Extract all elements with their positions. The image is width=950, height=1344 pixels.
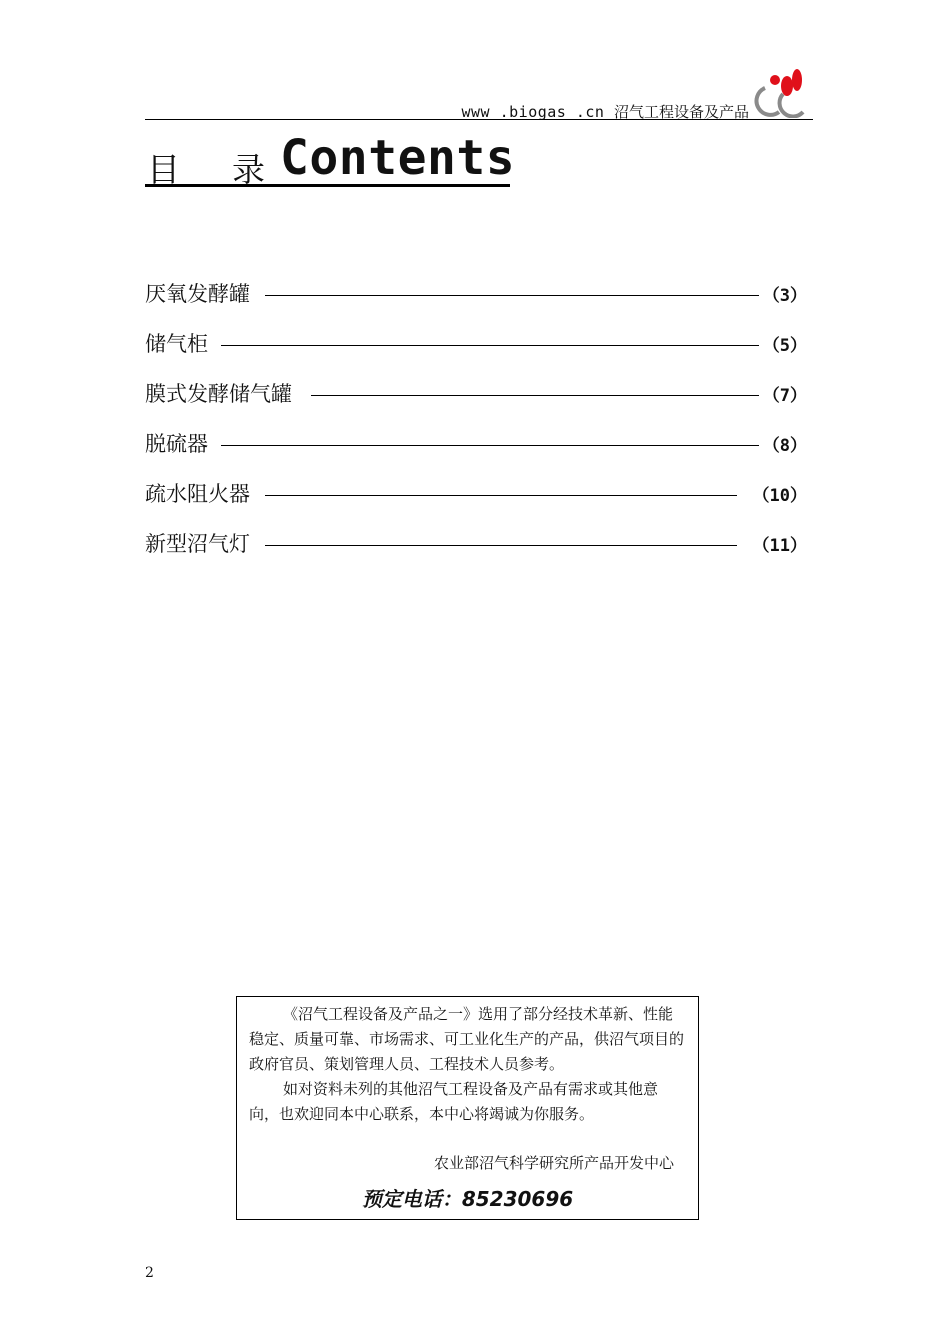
title-english: Contents	[280, 130, 516, 186]
toc-item-label: 厌氧发酵罐	[145, 278, 260, 308]
toc-leader-line	[265, 295, 759, 296]
notice-signature: 农业部沼气科学研究所产品开发中心	[433, 1154, 674, 1172]
header-divider	[145, 119, 813, 120]
toc-item-page: （5）	[762, 336, 807, 356]
toc-leader-line	[311, 395, 759, 396]
notice-box	[236, 996, 699, 1220]
toc-item-label: 疏水阻火器	[145, 478, 260, 508]
booking-phone: 预定电话：85230696	[361, 1187, 574, 1211]
toc-leader-line	[221, 445, 759, 446]
toc-item-page: （11）	[752, 536, 807, 556]
page-number: 2	[145, 1265, 154, 1281]
page-header	[145, 60, 813, 120]
toc-item-page: （7）	[762, 386, 807, 406]
toc-item[interactable]	[145, 278, 807, 328]
page-title	[145, 128, 516, 189]
biogas-logo-icon	[745, 64, 805, 118]
toc-item-page: （10）	[752, 486, 807, 506]
toc-item[interactable]	[145, 478, 807, 528]
toc-leader-line	[265, 545, 737, 546]
toc-item[interactable]	[145, 328, 807, 378]
notice-paragraph: 《沼气工程设备及产品之一》选用了部分经技术革新、性能稳定、质量可靠、市场需求、可工业化生产的产品，供沼气项目的政府官员、策划管理人员、工程技术人员参考。	[249, 1005, 685, 1073]
toc-item-label: 新型沼气灯	[145, 528, 260, 558]
toc-item-label: 脱硫器	[145, 428, 218, 458]
toc-leader-line	[221, 345, 759, 346]
header-tagline: 沼气工程设备及产品	[613, 103, 749, 121]
table-of-contents	[145, 278, 807, 578]
toc-leader-line	[265, 495, 737, 496]
notice-paragraph: 如对资料未列的其他沼气工程设备及产品有需求或其他意向，也欢迎同本中心联系，本中心将竭诚为你服务。	[249, 1080, 659, 1123]
toc-item-page: （3）	[762, 286, 807, 306]
toc-item-page: （8）	[762, 436, 807, 456]
toc-item-label: 膜式发酵储气罐	[145, 378, 302, 408]
header-url: www .biogas .cn	[461, 103, 605, 121]
title-chinese: 目录	[147, 150, 317, 189]
toc-item[interactable]	[145, 528, 807, 578]
toc-item-label: 储气柜	[145, 328, 218, 358]
toc-item[interactable]	[145, 428, 807, 478]
toc-item[interactable]	[145, 378, 807, 428]
